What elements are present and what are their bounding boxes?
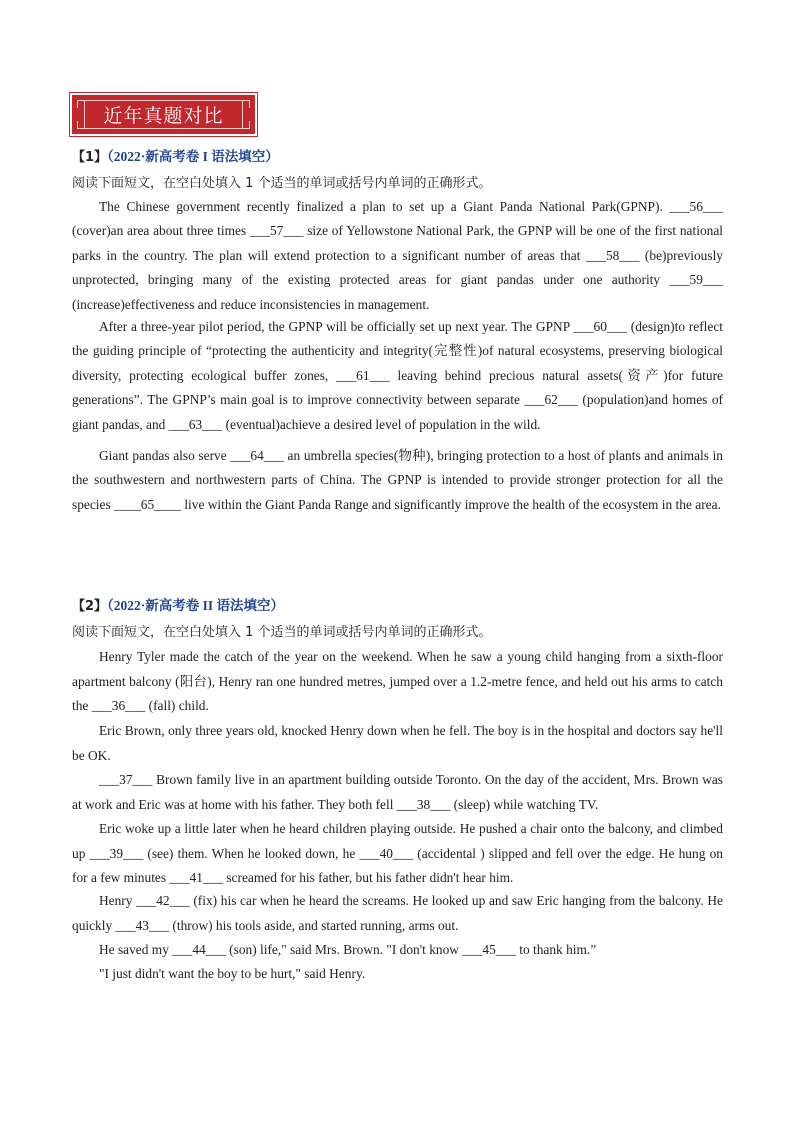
question-2-paragraph-7: "I just didn't want the boy to be hurt," said Henry.	[99, 966, 366, 981]
question-2-heading	[72, 594, 284, 614]
question-1-heading	[72, 145, 279, 165]
question-2-number: 【2】	[72, 599, 108, 614]
section-title: 近年真题对比	[103, 105, 224, 127]
banner-corner-ornament	[242, 100, 250, 108]
question-2-paragraph-1: Henry Tyler made the catch of the year on the weekend. When he saw a young child hanging from a sixth-floor apartment balcony (阳台), Henry ran one hundred metres, jumped over a 1.2-metre fence, and held out his arms to catch the ___36___ (fall) child.	[72, 649, 723, 714]
question-2-paragraph-5: Henry ___42___ (fix) his car when he heard the screams. He looked up and saw Eric hanging from the balcony. He quickly ___43___ (throw) his tools aside, and started running, arms out.	[72, 893, 723, 933]
banner-frame	[84, 100, 243, 129]
question-2-paragraph-4: Eric woke up a little later when he heard children playing outside. He pushed a chair onto the balcony, and climbed up ___39___ (see) them. When he looked down, he ___40___ (accidental ) slipped and fell over the edge. He hung on for a few minutes ___41___ screamed for his father, but his father didn't hear him.	[72, 821, 723, 886]
question-1-instruction: 阅读下面短文，在空白处填入 1 个适当的单词或括号内单词的正确形式。	[72, 176, 492, 191]
question-2-paragraph-3: ___37___ Brown family live in an apartment building outside Toronto. On the day of the accident, Mrs. Brown was at work and Eric was at home with his father. They both fell ___38___ (sleep) while watching TV.	[72, 772, 723, 812]
question-1-source: （2022·新高考卷 I 语法填空）	[107, 149, 279, 164]
banner-corner-ornament	[242, 121, 250, 129]
question-1-paragraph-1: The Chinese government recently finalized a plan to set up a Giant Panda National Park(GPNP). ___56___ (cover)an area about three times ___57___ size of Yellowstone National Park, the GPNP will be one of the first national parks in the country. The plan will extend protection to a significant number of areas that ___58___ (be)previously unprotected, bringing many of the existing protected areas for giant pandas under one authority ___59___ (increase)effectiveness and reduce inconsistencies in management.	[72, 199, 723, 312]
question-2-paragraph-2: Eric Brown, only three years old, knocked Henry down when he fell. The boy is in the hospital and doctors say he'll be OK.	[72, 723, 723, 763]
question-1-paragraph-2: After a three-year pilot period, the GPNP will be officially set up next year. The GPNP ___60___ (design)to reflect the guiding principle of “protecting the authenticity and integrity(完整性)of natural ecosystems, preserving biological diversity, protecting ecological buffer zones, ___61___ leaving behind precious natural assets(资产)for future generations”. The GPNP’s main goal is to improve connectivity between separate ___62___ (population)and homes of giant pandas, and ___63___ (eventual)achieve a desired level of population in the wild.	[72, 319, 723, 432]
question-1-paragraph-3: Giant pandas also serve ___64___ an umbrella species(物种), bringing protection to a host of plants and animals in the southwestern and northwestern parts of China. The GPNP is intended to provide stronger protection for all the species ____65____ live within the Giant Panda Range and significantly improve the health of the ecosystem in the area.	[72, 448, 723, 512]
section-banner	[72, 95, 255, 134]
question-1-number: 【1】	[72, 150, 108, 165]
question-2-source: （2022·新高考卷 II 语法填空）	[107, 598, 285, 613]
question-2-paragraph-6: He saved my ___44___ (son) life," said Mrs. Brown. "I don't know ___45___ to thank him.”	[99, 942, 597, 957]
question-2-instruction: 阅读下面短文，在空白处填入 1 个适当的单词或括号内单词的正确形式。	[72, 625, 492, 640]
